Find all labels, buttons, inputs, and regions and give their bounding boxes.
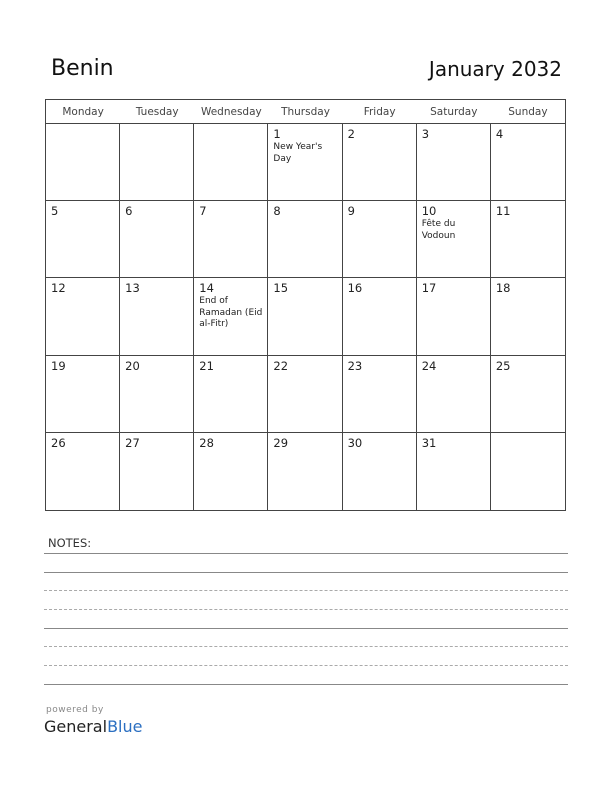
day-cell — [46, 433, 120, 510]
day-cell — [491, 278, 565, 355]
day-cell — [491, 356, 565, 433]
day-cell — [491, 201, 565, 278]
day-number: 24 — [421, 358, 437, 373]
weekday-header-thursday: Thursday — [268, 100, 342, 124]
day-cell — [491, 124, 565, 201]
day-number: 5 — [51, 204, 59, 219]
day-cell — [343, 278, 417, 355]
day-number: 17 — [421, 281, 437, 296]
day-number: 27 — [125, 435, 140, 450]
day-cell — [268, 278, 342, 355]
holiday-label: Fête du Vodoun — [421, 219, 456, 241]
notes-line — [44, 553, 568, 554]
weekday-header-tuesday: Tuesday — [120, 100, 194, 124]
day-number: 22 — [273, 358, 289, 373]
day-cell — [268, 433, 342, 510]
month-year-title: January 2032 — [428, 57, 562, 81]
day-cell — [417, 433, 491, 510]
day-number: 30 — [347, 435, 363, 450]
day-number: 15 — [273, 281, 289, 296]
day-number: 23 — [347, 358, 363, 373]
calendar-grid — [45, 99, 566, 511]
day-cell — [491, 433, 565, 510]
day-cell — [417, 356, 491, 433]
day-cell — [194, 433, 268, 510]
day-number: 20 — [125, 358, 140, 373]
day-number: 3 — [421, 127, 430, 141]
day-cell — [343, 433, 417, 510]
day-cell — [120, 278, 194, 355]
day-number: 9 — [347, 204, 355, 219]
day-cell — [46, 201, 120, 278]
weekday-header-friday: Friday — [343, 100, 417, 124]
holiday-label: End of Ramadan (Eid al-Fitr) — [199, 296, 263, 330]
day-cell — [46, 356, 120, 433]
day-number: 19 — [51, 358, 66, 373]
holiday-label: New Year's Day — [273, 142, 323, 164]
brand-logo — [44, 717, 142, 737]
day-number: 7 — [199, 204, 207, 219]
day-cell — [417, 201, 491, 278]
day-cell — [417, 278, 491, 355]
day-cell — [120, 356, 194, 433]
notes-line — [44, 572, 568, 573]
day-number: 8 — [273, 204, 281, 219]
notes-line — [44, 590, 568, 591]
day-cell — [46, 124, 120, 201]
day-number: 10 — [421, 204, 437, 219]
day-number: 31 — [421, 435, 437, 450]
day-number: 13 — [125, 281, 140, 296]
notes-line — [44, 609, 568, 610]
day-cell — [268, 356, 342, 433]
day-number: 25 — [495, 358, 511, 373]
day-number: 6 — [125, 204, 133, 219]
day-cell — [343, 356, 417, 433]
day-cell — [120, 124, 194, 201]
day-cell — [194, 201, 268, 278]
day-number: 12 — [51, 281, 66, 296]
day-number: 14 — [199, 281, 214, 296]
notes-line — [44, 665, 568, 666]
brand-general: General — [44, 717, 108, 736]
day-cell — [343, 201, 417, 278]
notes-line — [44, 646, 568, 647]
day-number: 1 — [273, 127, 281, 141]
brand-blue: Blue — [107, 717, 143, 736]
day-cell — [120, 201, 194, 278]
day-cell — [46, 278, 120, 355]
day-number: 26 — [51, 435, 66, 450]
day-cell — [194, 356, 268, 433]
day-cell — [120, 433, 194, 510]
day-number: 11 — [495, 204, 511, 219]
weekday-header-sunday: Sunday — [491, 100, 565, 124]
weekday-header-saturday: Saturday — [417, 100, 491, 124]
weekday-header-wednesday: Wednesday — [194, 100, 268, 124]
day-cell — [417, 124, 491, 201]
notes-line — [44, 684, 568, 685]
weekday-header-monday: Monday — [46, 100, 120, 124]
day-number: 29 — [273, 435, 289, 450]
day-number: 2 — [347, 127, 355, 141]
day-number: 21 — [199, 358, 214, 373]
notes-label: NOTES: — [48, 536, 92, 550]
day-number: 18 — [495, 281, 511, 296]
day-number: 28 — [199, 435, 214, 450]
powered-by-text: powered by — [46, 705, 104, 715]
country-title: Benin — [51, 56, 114, 81]
day-cell — [194, 278, 268, 355]
notes-line — [44, 628, 568, 629]
day-number: 4 — [495, 127, 504, 141]
day-cell — [268, 201, 342, 278]
day-number: 16 — [347, 281, 363, 296]
day-cell — [268, 124, 342, 201]
day-cell — [343, 124, 417, 201]
day-cell — [194, 124, 268, 201]
